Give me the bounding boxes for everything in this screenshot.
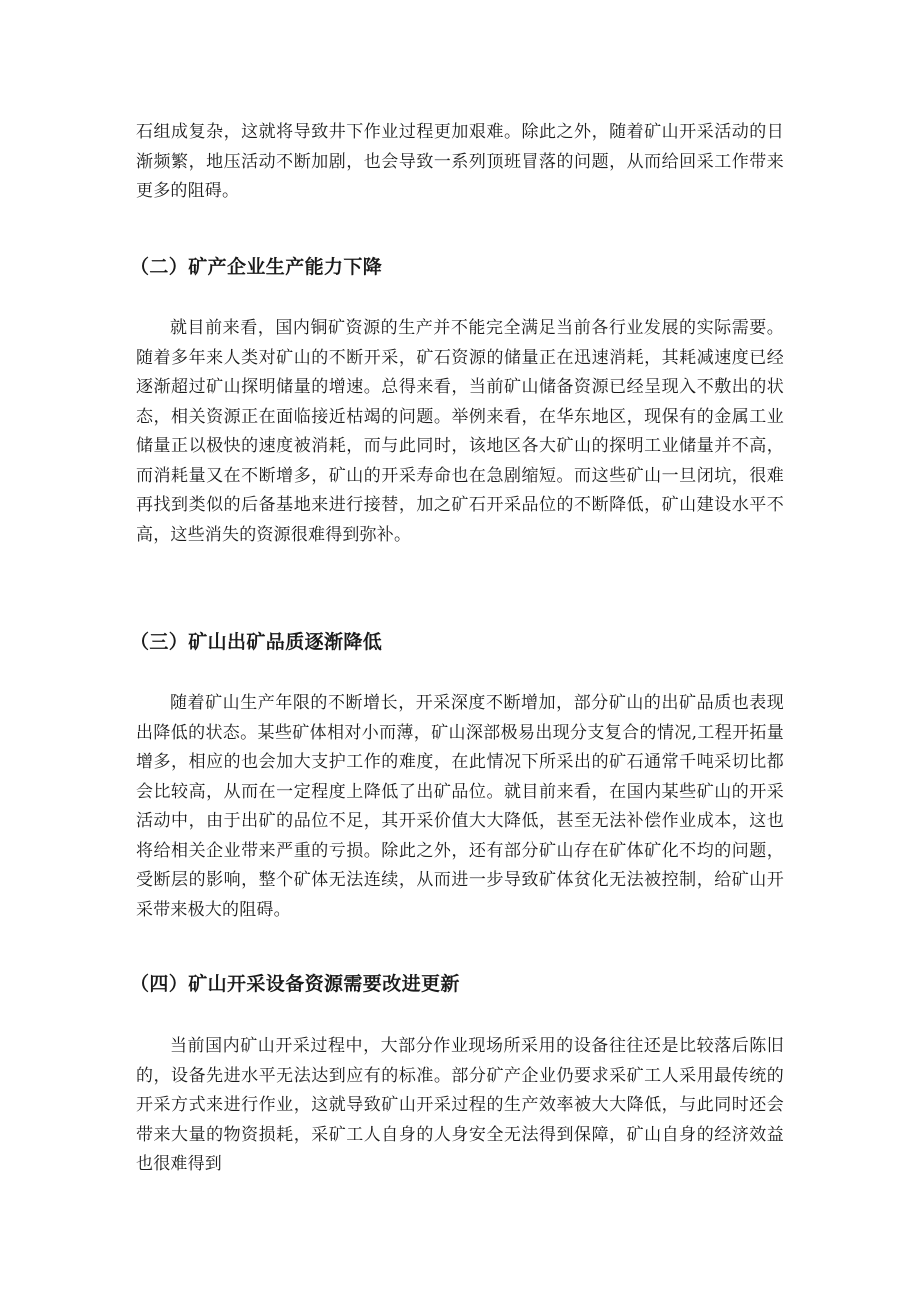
section-heading-2: （二）矿产企业生产能力下降 xyxy=(130,256,383,278)
paragraph-continued: 石组成复杂，这就将导致井下作业过程更加艰难。除此之外，随着矿山开采活动的日渐频繁，地压活动不断加剧，也会导致一系列顶班冒落的问题，从而给回采工作带来更多的阻碍。 xyxy=(136,122,784,201)
section-heading-4: （四）矿山开采设备资源需要改进更新 xyxy=(130,973,460,995)
paragraph-section-4: 当前国内矿山开采过程中，大部分作业现场所采用的设备往往还是比较落后陈旧的，设备先进水平无法达到应有的标准。部分矿产企业仍要求采矿工人采用最传统的开采方式来进行作业，这就导致矿山开采过程的生产效率被大大降低，与此同时还会带来大量的物资损耗，采矿工人自身的人身安全无法得到保障，矿山自身的经济效益也很难得到 xyxy=(136,1036,784,1174)
section-heading-3: （三）矿山出矿品质逐渐降低 xyxy=(130,631,383,653)
paragraph-section-2: 就目前来看，国内铜矿资源的生产并不能完全满足当前各行业发展的实际需要。随着多年来人类对矿山的不断开采，矿石资源的储量正在迅速消耗，其耗减速度已经逐渐超过矿山探明储量的增速。总得来看，当前矿山储备资源已经呈现入不敷出的状态，相关资源正在面临接近枯竭的问题。举例来看，在华东地区，现保有的金属工业储量正以极快的速度被消耗，而与此同时，该地区各大矿山的探明工业储量并不高，而消耗量又在不断增多，矿山的开采寿命也在急剧缩短。而这些矿山一旦闭坑，很难再找到类似的后备基地来进行接替，加之矿石开采品位的不断降低，矿山建设水平不高，这些消失的资源很难得到弥补。 xyxy=(136,318,784,545)
paragraph-section-3: 随着矿山生产年限的不断增长，开采深度不断增加，部分矿山的出矿品质也表现出降低的状态。某些矿体相对小而薄，矿山深部极易出现分支复合的情况,工程开拓量增多，相应的也会加大支护工作的难度，在此情况下所采出的矿石通常千吨采切比都会比较高，从而在一定程度上降低了出矿品位。就目前来看，在国内某些矿山的开采活动中，由于出矿的品位不足，其开采价值大大降低，甚至无法补偿作业成本，这也将给相关企业带来严重的亏损。除此之外，还有部分矿山存在矿体矿化不均的问题，受断层的影响，整个矿体无法连续，从而进一步导致矿体贫化无法被控制，给矿山开采带来极大的阻碍。 xyxy=(136,693,784,920)
